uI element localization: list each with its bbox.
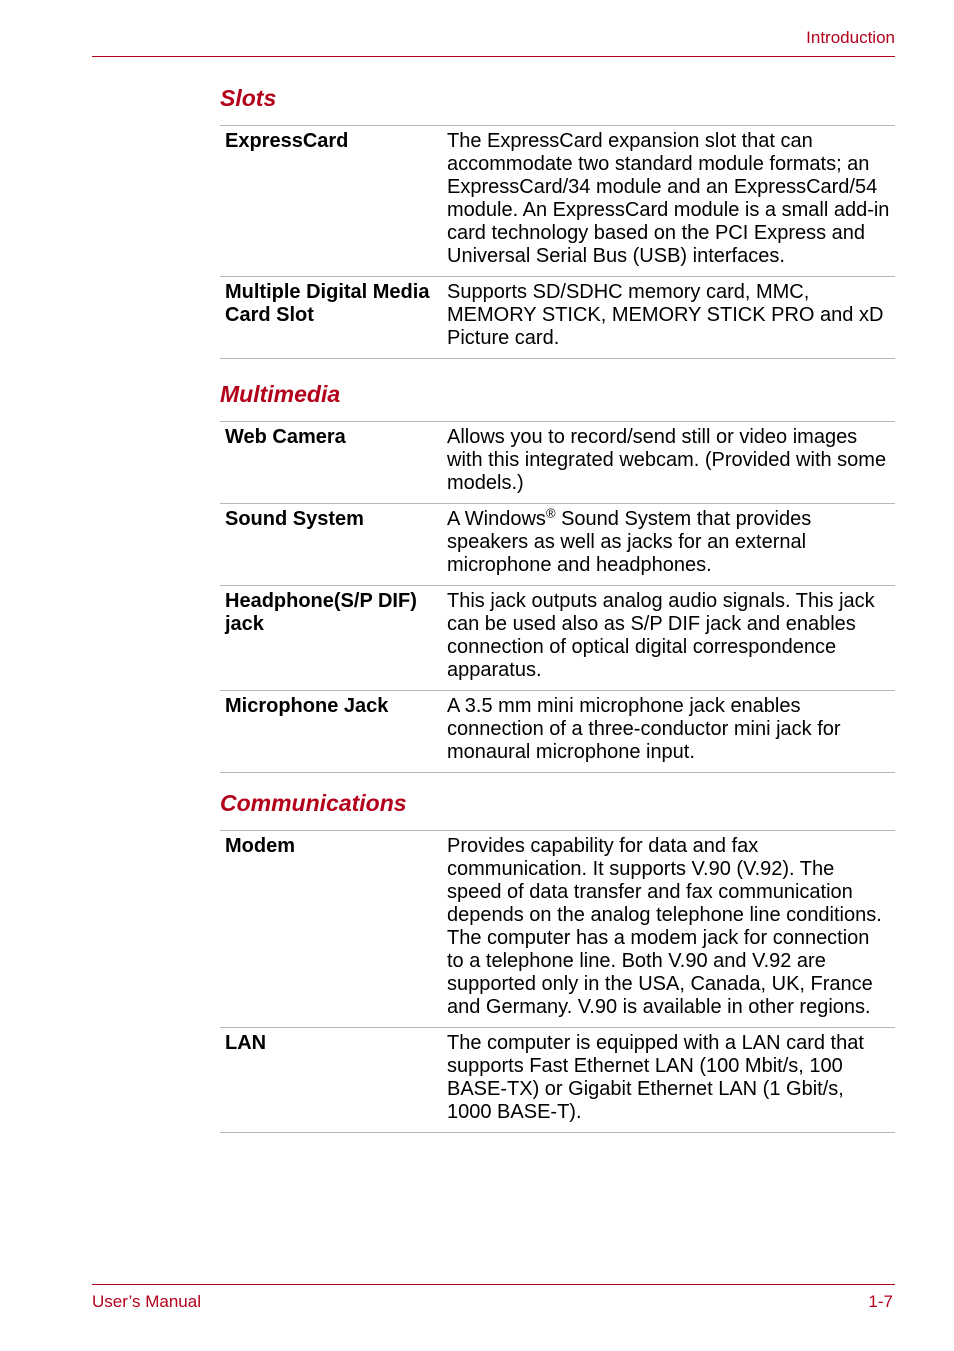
header-divider [92, 56, 895, 57]
table-row [220, 586, 895, 691]
section-slots [220, 82, 895, 359]
footer-divider [92, 1284, 895, 1285]
term-cell: Modem [220, 831, 442, 1028]
table-row [220, 422, 895, 504]
registered-mark: ® [545, 505, 556, 521]
term-cell: Sound System [220, 504, 442, 586]
spec-table [220, 125, 895, 359]
description-text: A Windows [447, 508, 546, 530]
description-cell: Provides capability for data and fax communication. It supports V.90 (V.92). The speed of data transfer and fax communication depends on the analog telephone line conditions. The computer has a modem jack for connection to a telephone line. Both V.90 and V.92 are supported only in the USA, Canada, UK, France and Germany. V.90 is available in other regions. [442, 831, 895, 1028]
section-title: Slots [220, 85, 277, 111]
chapter-title: Introduction [806, 28, 895, 47]
description-cell: The ExpressCard expansion slot that can accommodate two standard module formats; an ExpressCard/34 module and an ExpressCard/54 module. An ExpressCard module is a small add-in card technology based on the PCI Express and Universal Serial Bus (USB) interfaces. [442, 126, 895, 277]
table-row [220, 691, 895, 773]
description-cell: A 3.5 mm mini microphone jack enables connection of a three-conductor mini jack for monaural microphone input. [442, 691, 895, 773]
table-row [220, 504, 895, 586]
description-cell: Allows you to record/send still or video images with this integrated webcam. (Provided with some models.) [442, 422, 895, 504]
spec-table [220, 421, 895, 773]
term-cell: Headphone(S/P DIF) jack [220, 586, 442, 691]
manual-title: User’s Manual [92, 1292, 201, 1311]
table-row [220, 126, 895, 277]
description-cell: The computer is equipped with a LAN card that supports Fast Ethernet LAN (100 Mbit/s, 100 BASE-TX) or Gigabit Ethernet LAN (1 Gbit/s, 1000 BASE-T). [442, 1028, 895, 1133]
page-number: 1-7 [868, 1292, 893, 1311]
section-title: Communications [220, 790, 407, 816]
term-cell: ExpressCard [220, 126, 442, 277]
description-cell: Supports SD/SDHC memory card, MMC, MEMORY STICK, MEMORY STICK PRO and xD Picture card. [442, 277, 895, 359]
term-cell: Microphone Jack [220, 691, 442, 773]
section-title: Multimedia [220, 381, 341, 407]
section-communications [220, 787, 895, 1133]
description-cell: This jack outputs analog audio signals. This jack can be used also as S/P DIF jack and enables connection of optical digital correspondence apparatus. [442, 586, 895, 691]
table-row [220, 277, 895, 359]
term-cell: LAN [220, 1028, 442, 1133]
spec-table [220, 830, 895, 1133]
description-cell [442, 504, 895, 586]
term-cell: Multiple Digital Media Card Slot [220, 277, 442, 359]
section-multimedia [220, 378, 895, 773]
description-text: Sound System that provides speakers as well as jacks for an external microphone and headphones. [447, 508, 812, 576]
table-row [220, 831, 895, 1028]
table-row [220, 1028, 895, 1133]
term-cell: Web Camera [220, 422, 442, 504]
